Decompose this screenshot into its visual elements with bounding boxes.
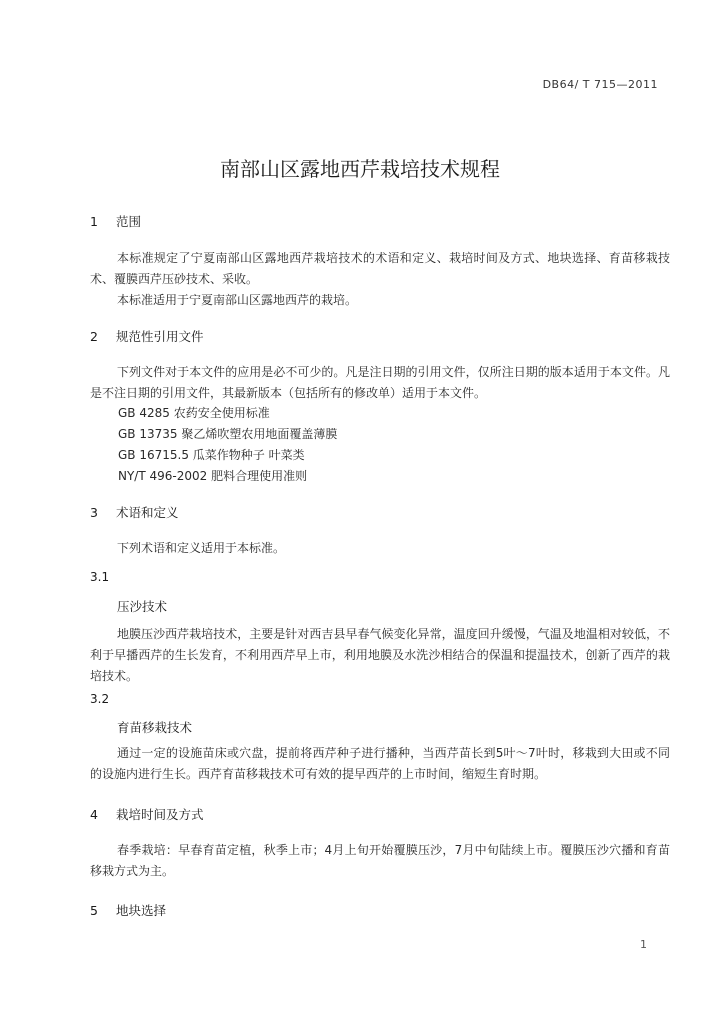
term-name: 压沙技术: [117, 599, 168, 614]
section-3-paragraph: 下列术语和定义适用于本标准。: [117, 541, 286, 555]
term-name: 育苗移栽技术: [117, 720, 193, 735]
section-title: 术语和定义: [116, 505, 179, 520]
document-title: 南部山区露地西芹栽培技术规程: [220, 157, 500, 181]
reference-item: GB 16715.5 瓜菜作物种子 叶菜类: [118, 448, 305, 462]
term-number: 3.2: [90, 692, 110, 706]
section-title: 栽培时间及方式: [116, 807, 204, 822]
section-2-paragraph: 下列文件对于本文件的应用是必不可少的。凡是注日期的引用文件，仅所注日期的版本适用于本文件。凡是不注日期的引用文件，其最新版本（包括所有的修改单）适用于本文件。: [90, 365, 670, 400]
section-number: 3: [90, 505, 98, 520]
section-2-heading: [90, 327, 204, 345]
section-4-heading: [90, 805, 204, 823]
page-number: 1: [640, 938, 647, 951]
section-number: 4: [90, 807, 98, 822]
term-definition: 地膜压沙西芹栽培技术，主要是针对西吉县早春气候变化异常，温度回升缓慢，气温及地温相对较低，不利于早播西芹的生长发育，不利用西芹早上市，利用地膜及水洗沙相结合的保温和提温技术，创新了西芹的栽培技术。: [90, 627, 670, 683]
section-4-paragraph: 春季栽培：早春育苗定植，秋季上市；4月上旬开始覆膜压沙，7月中旬陆续上市。覆膜压沙穴播和育苗移栽方式为主。: [90, 843, 670, 878]
reference-item: GB 4285 农药安全使用标准: [118, 406, 270, 420]
section-title: 地块选择: [116, 903, 167, 918]
section-number: 2: [90, 329, 98, 344]
section-number: 1: [90, 214, 98, 229]
section-title: 规范性引用文件: [116, 329, 204, 344]
section-number: 5: [90, 903, 98, 918]
standard-code: DB64/ T 715—2011: [542, 78, 658, 91]
section-5-heading: [90, 901, 166, 919]
section-1-heading: [90, 212, 141, 230]
section-1-paragraph-1: 本标准规定了宁夏南部山区露地西芹栽培技术的术语和定义、栽培时间及方式、地块选择、育苗移栽技术、覆膜西芹压砂技术、采收。: [90, 251, 670, 286]
reference-item: GB 13735 聚乙烯吹塑农用地面覆盖薄膜: [118, 427, 338, 441]
term-number: 3.1: [90, 570, 110, 584]
section-title: 范围: [116, 214, 142, 229]
section-3-heading: [90, 503, 179, 521]
reference-item: NY/T 496-2002 肥料合理使用准则: [118, 469, 308, 483]
section-1-paragraph-2: 本标准适用于宁夏南部山区露地西芹的栽培。: [117, 293, 358, 307]
term-definition: 通过一定的设施苗床或穴盘，提前将西芹种子进行播种，当西芹苗长到5叶～7叶时，移栽到大田或不同的设施内进行生长。西芹育苗移栽技术可有效的提早西芹的上市时间，缩短生育时期。: [90, 746, 670, 781]
